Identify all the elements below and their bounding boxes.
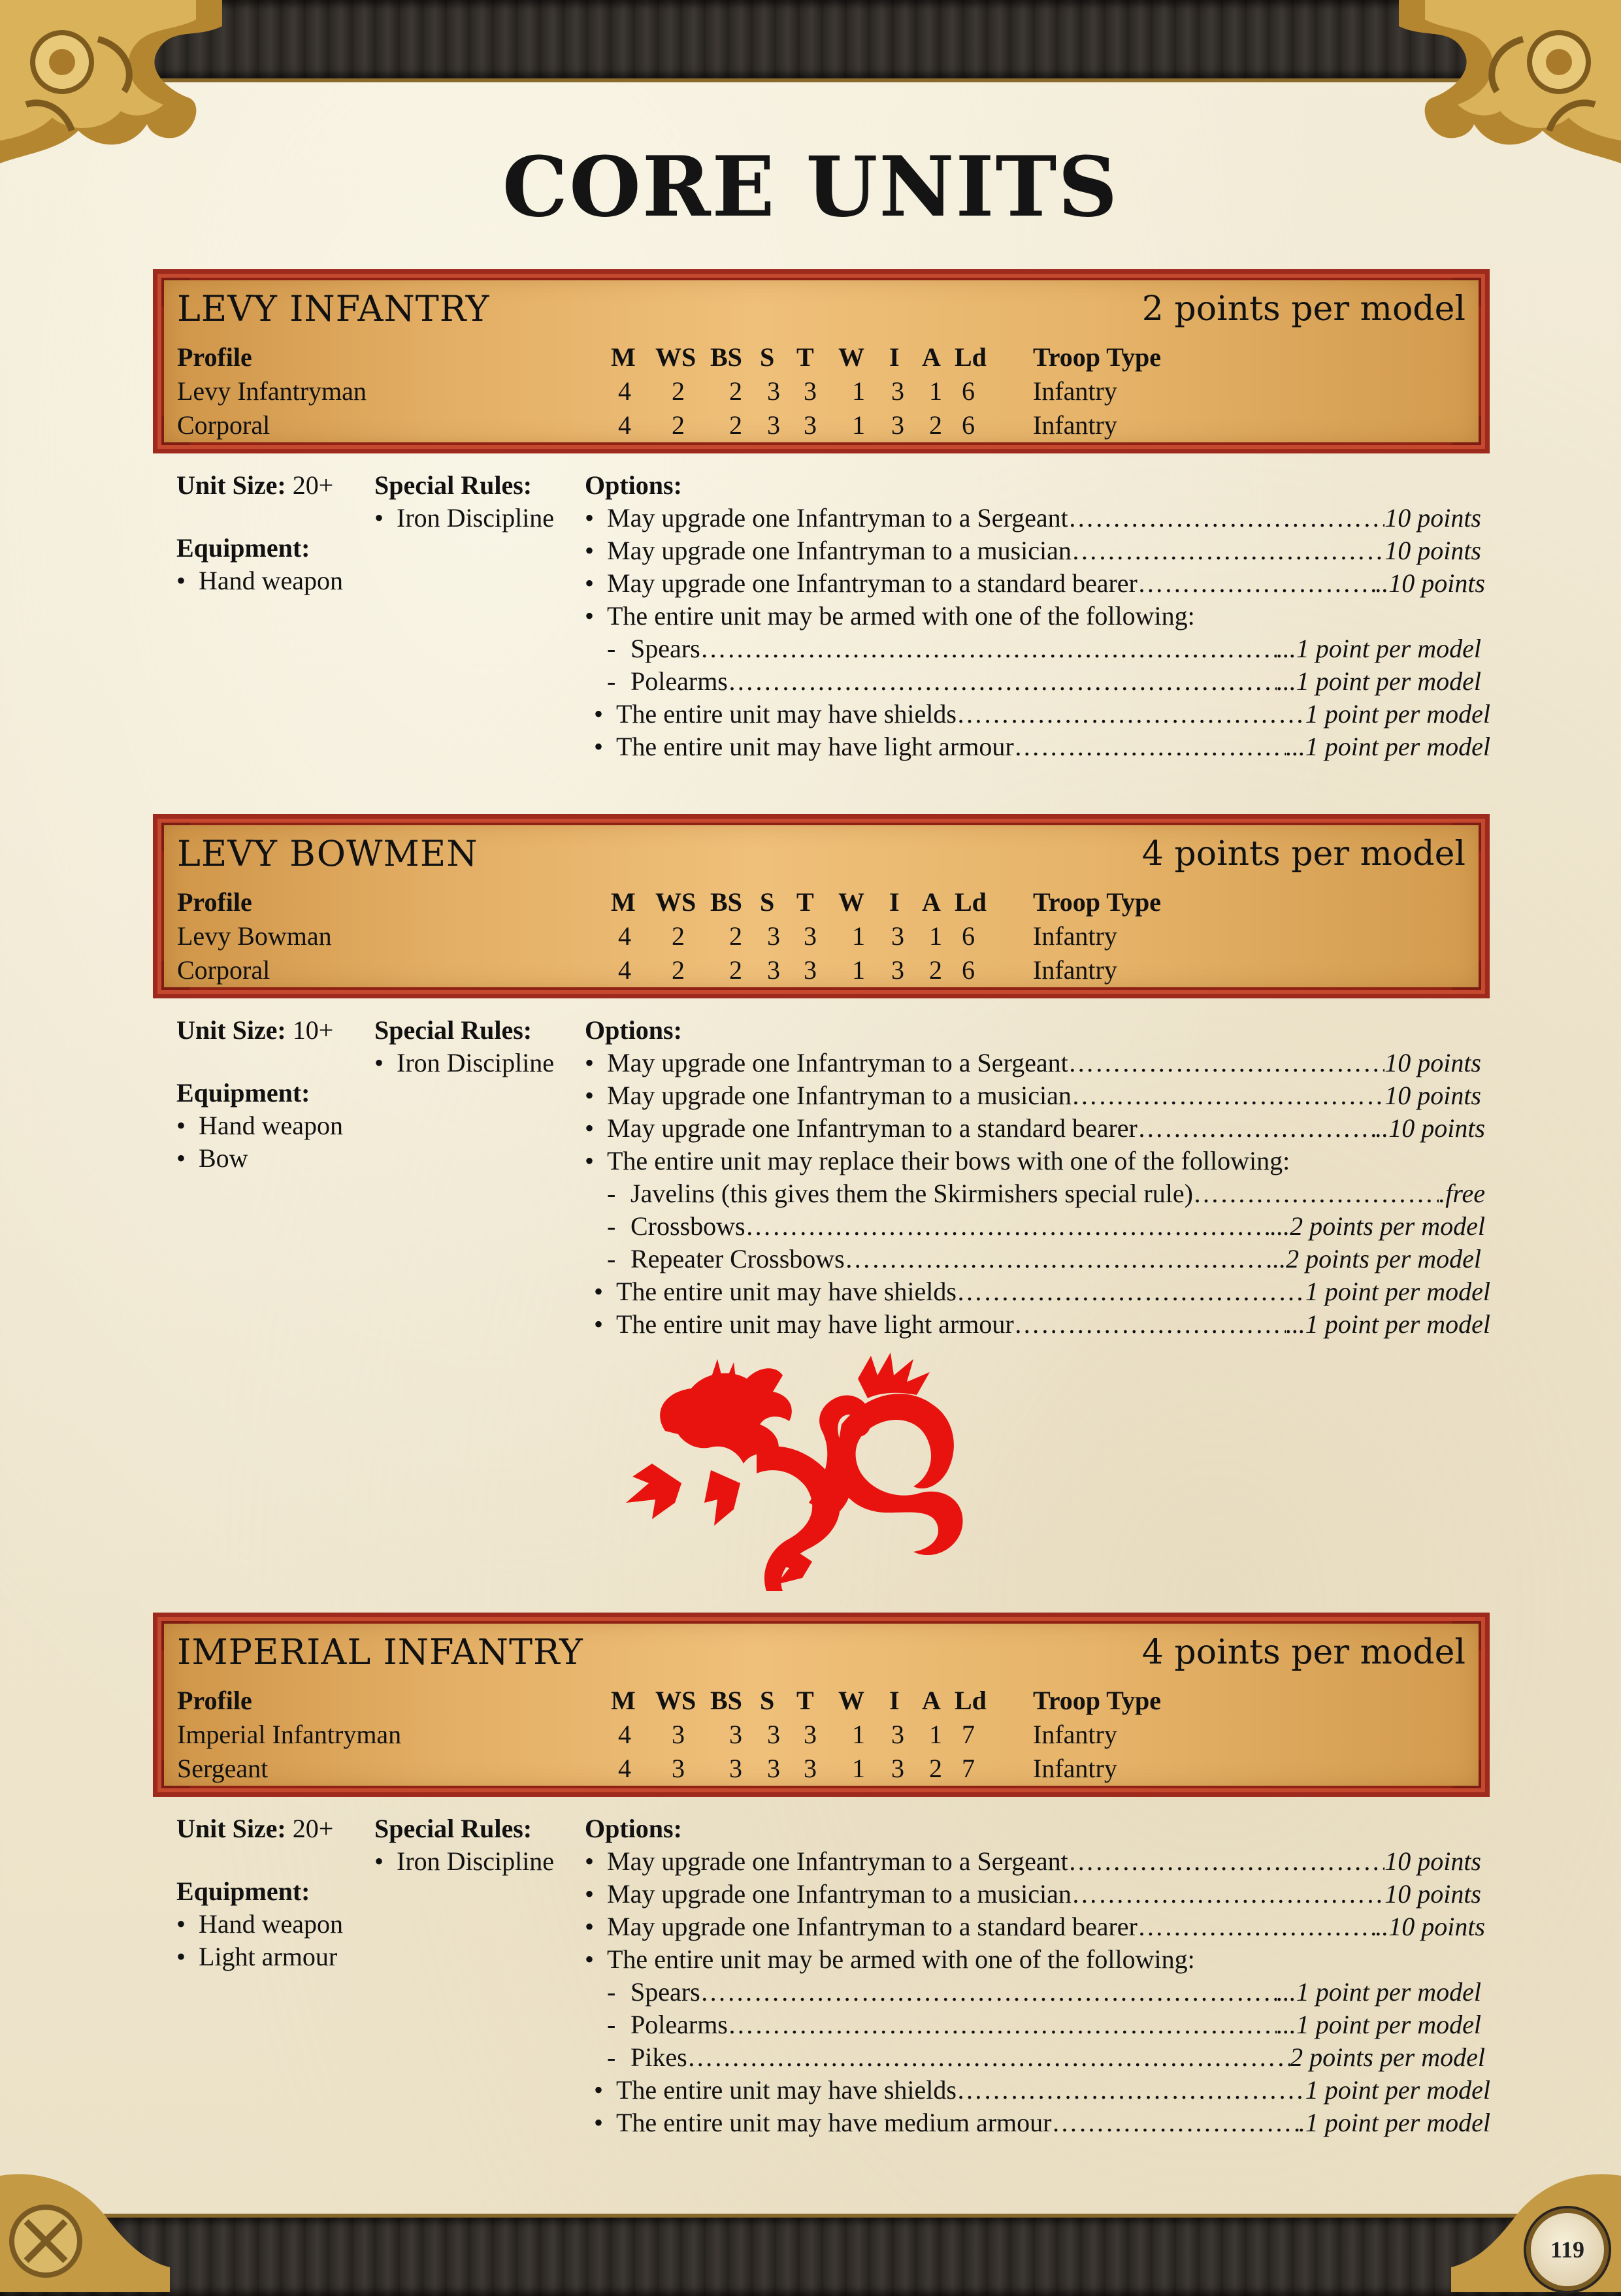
equipment-item: • Hand weapon [176,1109,372,1142]
option-item: • May upgrade one Infantryman to a Sergeant ………………………………………………………………………………………………………………………………………………………………………… 10 points [585,1047,1481,1079]
troop-type: Infantry [1033,1720,1117,1749]
stat-label: Ld [955,342,987,372]
stat-value: 3 [891,955,904,985]
stat-label: S [760,887,775,917]
stat-label: W [838,1686,864,1715]
option-item: • The entire unit may have light armour ………………………………………………………………………………………………………………………………………………………………………… ...1 point per model [585,1308,1490,1341]
special-rules-column [374,1014,583,1079]
stat-value: 6 [962,955,975,985]
stat-value: 2 [729,921,742,951]
stat-value: 4 [618,410,631,440]
stat-value: 2 [729,955,742,985]
profile-name: Corporal [177,955,270,985]
option-item: • The entire unit may be armed with one of the following: [585,600,1621,632]
stat-value: 3 [767,1720,780,1749]
equipment-item: • Hand weapon [176,565,372,597]
unit-size-value: 20+ [292,1814,334,1843]
stat-label: T [796,342,814,372]
special-rules-label: Special Rules: [374,470,532,500]
stat-value: 6 [962,376,975,406]
special-rules-label: Special Rules: [374,1814,532,1843]
options-column [585,1014,1621,1341]
profile-name: Imperial Infantryman [177,1720,402,1749]
troop-type: Infantry [1033,955,1117,985]
stat-label: WS [655,1686,696,1715]
equipment-item: • Bow [176,1142,372,1175]
stat-label: W [838,887,864,917]
troop-type: Infantry [1033,376,1117,406]
stat-value: 3 [767,1754,780,1783]
equipment-label: Equipment: [176,1877,310,1906]
profile-label: Profile [177,342,252,372]
special-rule-item: • Iron Discipline [374,502,583,534]
unit-size-label: Unit Size: [176,470,286,500]
stat-value: 3 [729,1754,742,1783]
option-item: • May upgrade one Infantryman to a musician ………………………………………………………………………………………………………………………………………………………………………… 10 points [585,1878,1481,1911]
option-subitem: - Repeater Crossbows ………………………………………………………………………………………………………………………………………………………………………… ...2 points per model [585,1243,1481,1275]
option-subitem: - Spears ………………………………………………………………………………………………………………………………………………………………………… ...1 point per model [585,632,1481,665]
stat-value: 2 [729,376,742,406]
stat-label: Ld [955,887,987,917]
stat-value: 1 [852,410,865,440]
stat-value: 3 [767,921,780,951]
options-label: Options: [585,1814,682,1843]
stat-value: 1 [852,955,865,985]
stat-value: 7 [962,1754,975,1783]
special-rules-column [374,1812,583,1878]
unit-details-levy-infantry [176,469,1490,770]
stat-value: 4 [618,921,631,951]
stat-value: 2 [929,955,942,985]
stat-value: 1 [852,921,865,951]
options-column [585,469,1621,763]
profile-name: Levy Infantryman [177,376,367,406]
profile-label: Profile [177,887,252,917]
profile-name: Sergeant [177,1754,269,1783]
stat-value: 3 [804,955,817,985]
equipment-label: Equipment: [176,1078,310,1107]
stat-value: 7 [962,1720,975,1749]
unit-cost: 4 points per model [1141,1633,1465,1672]
option-subitem: - Spears ………………………………………………………………………………………………………………………………………………………………………… ...1 point per model [585,1976,1481,2009]
unit-size-label: Unit Size: [176,1015,286,1045]
options-label: Options: [585,1015,682,1045]
stat-value: 3 [804,376,817,406]
stat-value: 3 [804,1720,817,1749]
stat-label: M [611,1686,636,1715]
stat-label: T [796,1686,814,1715]
special-rule-item: • Iron Discipline [374,1845,583,1878]
stat-label: T [796,887,814,917]
option-subitem: - Polearms ………………………………………………………………………………………………………………………………………………………………………… ...1 point per model [585,2009,1481,2041]
stat-label: S [760,1686,775,1715]
stat-value: 3 [804,1754,817,1783]
stat-value: 1 [852,1754,865,1783]
bottom-border-band [0,2214,1621,2296]
ornament-corner-bottom-left [0,2156,170,2292]
stat-value: 2 [729,410,742,440]
stat-value: 1 [852,376,865,406]
stat-value: 3 [804,410,817,440]
troop-type-label: Troop Type [1033,887,1161,917]
special-rule-item: • Iron Discipline [374,1047,583,1079]
option-item: • May upgrade one Infantryman to a musician ………………………………………………………………………………………………………………………………………………………………………… 10 points [585,534,1481,567]
stat-value: 3 [891,921,904,951]
stat-value: 2 [672,955,685,985]
unit-cost: 4 points per model [1141,834,1465,874]
unit-details-imperial-infantry [176,1812,1490,2152]
unit-size [176,1014,372,1047]
option-subitem: - Polearms ………………………………………………………………………………………………………………………………………………………………………… ...1 point per model [585,665,1481,698]
stat-label: I [889,887,900,917]
stat-label: Ld [955,1686,987,1715]
option-subitem: - Crossbows ………………………………………………………………………………………………………………………………………………………………………… ...2 points per model [585,1210,1485,1243]
stat-label: BS [710,342,742,372]
option-subitem: - Pikes ………………………………………………………………………………………………………………………………………………………………………… 2 points per model [585,2041,1485,2074]
option-subitem: - Javelins (this gives them the Skirmishers special rule) ………………………………………………………………………………………………………………………………………………………………………… .free [585,1177,1485,1210]
stat-value: 4 [618,955,631,985]
page-number: 119 [1526,2208,1609,2291]
page-title: CORE UNITS [502,139,1119,235]
option-item: • The entire unit may have shields ………………………………………………………………………………………………………………………………………………………………………… 1 point per model [585,2074,1490,2107]
troop-type: Infantry [1033,1754,1117,1783]
equipment-item: • Light armour [176,1941,372,1973]
option-item: • The entire unit may replace their bows with one of the following: [585,1145,1621,1177]
stat-value: 3 [672,1720,685,1749]
stat-value: 2 [672,410,685,440]
stat-value: 2 [672,376,685,406]
troop-type: Infantry [1033,410,1117,440]
stat-value: 3 [891,1720,904,1749]
option-item: • May upgrade one Infantryman to a Sergeant ………………………………………………………………………………………………………………………………………………………………………… 10 points [585,502,1481,534]
option-item: • May upgrade one Infantryman to a musician ………………………………………………………………………………………………………………………………………………………………………… 10 points [585,1079,1481,1112]
stat-label: A [922,1686,941,1715]
stat-label: BS [710,1686,742,1715]
stat-label: BS [710,887,742,917]
stat-value: 4 [618,376,631,406]
unit-details-levy-bowmen [176,1014,1490,1354]
option-item: • May upgrade one Infantryman to a standard bearer ………………………………………………………………………………………………………………………………………………………………………… ..10 points [585,567,1485,600]
stat-value: 4 [618,1720,631,1749]
stat-label: W [838,342,864,372]
unit-name: LEVY INFANTRY [177,288,490,329]
stat-value: 2 [929,410,942,440]
special-rules-label: Special Rules: [374,1015,532,1045]
stat-value: 3 [672,1754,685,1783]
stat-value: 6 [962,410,975,440]
unit-size-value: 10+ [292,1015,334,1045]
stat-value: 3 [767,955,780,985]
profile-name: Levy Bowman [177,921,332,951]
stat-label: A [922,887,941,917]
special-rules-column [374,469,583,534]
unit-size-equipment-column [176,1014,372,1175]
stat-label: M [611,342,636,372]
stat-value: 2 [929,1754,942,1783]
profile-name: Corporal [177,410,270,440]
unit-header-levy-infantry [153,269,1490,453]
stat-label: A [922,342,941,372]
troop-type-label: Troop Type [1033,1686,1161,1715]
unit-header-levy-bowmen [153,814,1490,998]
stat-value: 2 [672,921,685,951]
option-item: • The entire unit may have medium armour ………………………………………………………………………………………………………………………………………………………………………… .1 point per model [585,2107,1490,2139]
profile-label: Profile [177,1686,252,1715]
stat-label: S [760,342,775,372]
stat-value: 3 [891,1754,904,1783]
equipment-item: • Hand weapon [176,1908,372,1941]
stat-value: 3 [729,1720,742,1749]
stat-value: 3 [891,410,904,440]
stat-value: 3 [767,376,780,406]
troop-type-label: Troop Type [1033,342,1161,372]
stat-label: I [889,342,900,372]
option-item: • The entire unit may have shields ………………………………………………………………………………………………………………………………………………………………………… 1 point per model [585,698,1490,730]
unit-name: LEVY BOWMEN [177,833,478,874]
option-item: • The entire unit may have shields ………………………………………………………………………………………………………………………………………………………………………… 1 point per model [585,1275,1490,1308]
unit-size-value: 20+ [292,470,334,500]
unit-size [176,469,372,502]
unit-header-imperial-infantry [153,1613,1490,1797]
option-item: • May upgrade one Infantryman to a Sergeant ………………………………………………………………………………………………………………………………………………………………………… 10 points [585,1845,1481,1878]
stat-label: M [611,887,636,917]
stat-label: WS [655,342,696,372]
option-item: • The entire unit may have light armour ………………………………………………………………………………………………………………………………………………………………………… ...1 point per model [585,730,1490,763]
options-column [585,1812,1621,2139]
stat-value: 1 [929,921,942,951]
stat-value: 3 [804,921,817,951]
option-item: • May upgrade one Infantryman to a standard bearer ………………………………………………………………………………………………………………………………………………………………………… ..10 points [585,1911,1485,1943]
stat-value: 1 [929,376,942,406]
stat-value: 1 [929,1720,942,1749]
red-dragon-emblem [626,1353,992,1594]
stat-label: I [889,1686,900,1715]
unit-size [176,1812,372,1845]
option-item: • May upgrade one Infantryman to a standard bearer ………………………………………………………………………………………………………………………………………………………………………… ..10 points [585,1112,1485,1145]
options-label: Options: [585,470,682,500]
equipment-label: Equipment: [176,533,310,563]
stat-value: 3 [767,410,780,440]
stat-value: 6 [962,921,975,951]
stat-value: 3 [891,376,904,406]
unit-size-equipment-column [176,469,372,597]
stat-value: 1 [852,1720,865,1749]
stat-value: 4 [618,1754,631,1783]
option-item: • The entire unit may be armed with one of the following: [585,1943,1621,1976]
unit-cost: 2 points per model [1141,289,1465,329]
stat-label: WS [655,887,696,917]
top-border-band [0,0,1621,82]
unit-name: IMPERIAL INFANTRY [177,1632,583,1673]
troop-type: Infantry [1033,921,1117,951]
unit-size-label: Unit Size: [176,1814,286,1843]
unit-size-equipment-column [176,1812,372,1973]
